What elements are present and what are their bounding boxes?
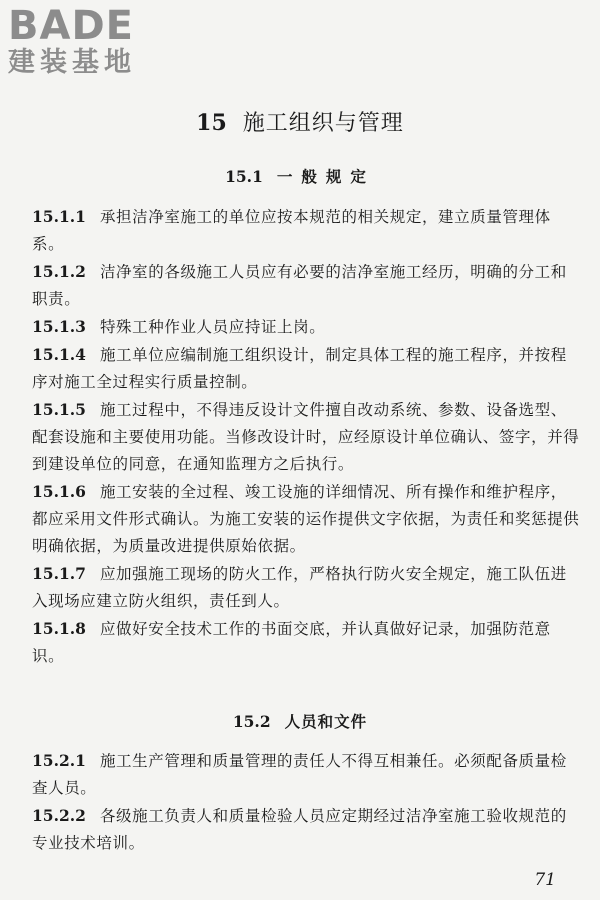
section-15-1-clauses <box>32 203 580 670</box>
section-number: 15.2 <box>232 712 271 731</box>
clause-text: 施工生产管理和质量管理的责任人不得互相兼任。必须配备质量检查人员。 <box>32 752 567 797</box>
section-15-2-clauses <box>32 747 580 857</box>
logo-wordmark: BADE <box>8 3 134 49</box>
chapter-number: 15 <box>196 110 227 136</box>
clause-15-1-6 <box>32 478 580 560</box>
clause-number: 15.1.3 <box>32 317 86 336</box>
clause-number: 15.1.6 <box>32 482 86 501</box>
bade-logo <box>8 3 178 78</box>
chapter-title: 施工组织与管理 <box>242 111 404 136</box>
clause-text: 应做好安全技术工作的书面交底，并认真做好记录，加强防范意识。 <box>32 620 551 665</box>
clause-number: 15.1.4 <box>32 345 86 364</box>
clause-text: 施工过程中，不得违反设计文件擅自改动系统、参数、设备选型、配套设施和主要使用功能。当修改设计时，应经原设计单位确认、签字，并得到建设单位的同意，在通知监理方之后执行。 <box>32 401 580 473</box>
section-heading-15-2 <box>0 711 600 733</box>
clause-number: 15.1.5 <box>32 400 86 419</box>
clause-text: 承担洁净室施工的单位应按本规范的相关规定，建立质量管理体系。 <box>32 208 551 253</box>
clause-15-1-2 <box>32 258 580 313</box>
page-number: 71 <box>534 870 556 890</box>
clause-15-1-7 <box>32 560 580 615</box>
clause-15-1-4 <box>32 341 580 396</box>
clause-15-1-5 <box>32 396 580 478</box>
clause-text: 施工安装的全过程、竣工设施的详细情况、所有操作和维护程序，都应采用文件形式确认。为施工安装的运作提供文字依据，为责任和奖惩提供明确依据，为质量改进提供原始依据。 <box>32 483 580 555</box>
clause-number: 15.1.1 <box>32 207 86 226</box>
clause-number: 15.1.8 <box>32 619 86 638</box>
clause-number: 15.1.7 <box>32 564 86 583</box>
clause-15-1-3 <box>32 313 580 341</box>
clause-15-2-2 <box>32 802 580 857</box>
chapter-heading <box>0 108 600 139</box>
logo-subtitle: 建装基地 <box>8 47 136 78</box>
clause-15-1-8 <box>32 615 580 670</box>
clause-text: 特殊工种作业人员应持证上岗。 <box>99 318 326 336</box>
clause-15-2-1 <box>32 747 580 802</box>
clause-text: 施工单位应编制施工组织设计，制定具体工程的施工程序，并按程序对施工全过程实行质量控制。 <box>32 346 567 391</box>
clause-15-1-1 <box>32 203 580 258</box>
clause-number: 15.2.2 <box>32 806 86 825</box>
clause-text: 应加强施工现场的防火工作，严格执行防火安全规定，施工队伍进入现场应建立防火组织，责任到人。 <box>32 565 567 610</box>
clause-text: 洁净室的各级施工人员应有必要的洁净室施工经历，明确的分工和职责。 <box>32 263 567 308</box>
section-title: 一般规定 <box>276 167 375 186</box>
section-title: 人员和文件 <box>284 712 368 731</box>
section-number: 15.1 <box>225 167 263 186</box>
clause-text: 各级施工负责人和质量检验人员应定期经过洁净室施工验收规范的专业技术培训。 <box>32 807 567 852</box>
clause-number: 15.1.2 <box>32 262 86 281</box>
section-heading-15-1 <box>0 166 600 188</box>
clause-number: 15.2.1 <box>32 751 86 770</box>
